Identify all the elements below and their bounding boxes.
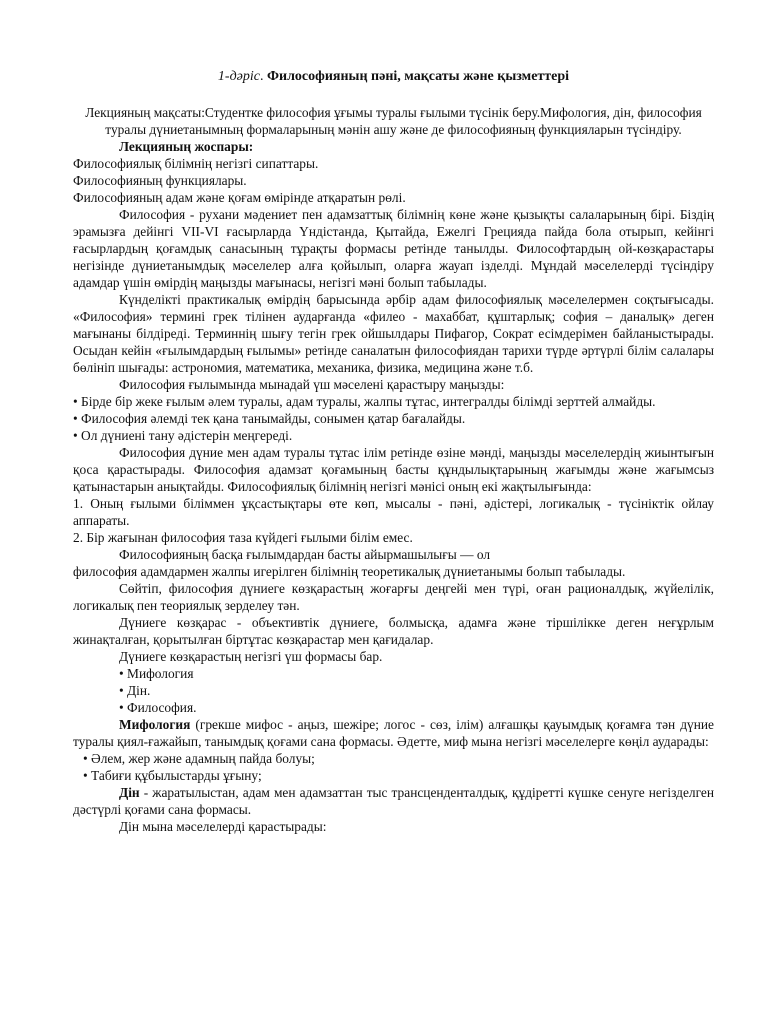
paragraph-intro: Философия - рухани мәдениет пен адамзаттық білімнің көне және қызықты салаларының бірі. Біздің эрамызға дейінгі VII-VI ғасырларда Үндістанда, Қытайда, Ежелгі Грецияда пайда бола отырып, кейінгі ғасырлардың қоғамдық санасының тұрақты формасы ретінде танылды. Философтардың ой-көзқарастары негізінде дүниетанымдық мәселелер алға қойылып, оларға жауап ізделді. Мұндай мәселелерді түсіндіру адамдар үшін өмірдің маңызды мағынасы, негізгі мәні болып табылады. (73, 207, 714, 290)
paragraph-difference: Философияның басқа ғылымдардан басты айырмашылығы — ол (119, 547, 491, 562)
paragraph-problems: Философия ғылымында мынадай үш мәселені қарастыру маңызды: (119, 377, 505, 392)
plan-heading: Лекцияның жоспары: (119, 139, 254, 154)
mythology-definition: (грекше мифос - аңыз, шежіре; логос - сөз, ілім) алғашқы қауымдық қоғамға тән дүние туралы қиял-ғажайып, танымдық қоғами сана формасы. Әдетте, миф мына негізгі мәселелерге көңіл аударады: (73, 717, 714, 749)
numbered-item: 1. Оның ғылыми біліммен ұқсастықтары өте көп, мысалы - пәні, әдістері, логикалық - түсініктік ойлау аппараты. (73, 496, 714, 528)
title-separator: . (259, 69, 267, 84)
lecture-number: 1-дәріс (217, 69, 260, 84)
form-item: • Философия. (119, 700, 197, 715)
paragraph-level: Сөйтіп, философия дүниеге көзқарастың жоғарғы деңгейі мен түрі, оған рационалдық, жүйелілік, логикалық пен теориялық зерделеу тән. (73, 581, 714, 613)
numbered-item: 2. Бір жағынан философия таза күйдегі ғылыми білім емес. (73, 530, 413, 545)
title-text: Философияның пәні, мақсаты және қызметтері (266, 69, 570, 84)
plan-item: Философияның функциялары. (73, 173, 247, 188)
bullet-item: • Ол дүниені тану әдістерін меңгереді. (73, 428, 293, 443)
paragraph-worldview: Дүниеге көзқарас - объективтік дүниеге, болмысқа, адамға және тіршілікке деген неғұрлым жинақталған, қорытылған біртұтас көзқарастар мен қағидалар. (73, 615, 714, 647)
paragraph-essence: Философия дүние мен адам туралы тұтас ілім ретінде өзіне мәнді, маңызды мәселелердің жиынтығын қоса қарастырады. Философия адамзат қоғамының басты құндылықтарының жағымды және жағымсыз қатынастарын анықтайды. Философиялық білімнің негізгі мәнісі оның екі жақтылығында: (73, 445, 714, 494)
paragraph-mythology (73, 716, 714, 750)
lecture-title (73, 68, 714, 86)
mythology-term: Мифология (119, 717, 191, 732)
myth-bullet: • Табиғи құбылыстарды ұғыну; (83, 768, 262, 783)
form-item: • Мифология (119, 666, 194, 681)
form-item: • Дін. (119, 683, 151, 698)
bullet-item: • Бірде бір жеке ғылым әлем туралы, адам туралы, жалпы тұтас, интегралды білімді зерттей алмайды. (73, 394, 656, 409)
plan-item: Философияның адам және қоғам өмірінде атқаратын рөлі. (73, 190, 406, 205)
paragraph-forms: Дүниеге көзқарастың негізгі үш формасы бар. (119, 649, 383, 664)
religion-definition: - жаратылыстан, адам мен адамзаттан тыс трансценденталдық, құдіретті күшке сенуге негізделген дәстүрлі қоғами сана формасы. (73, 785, 714, 817)
paragraph-term: Күнделікті практикалық өмірдің барысында әрбір адам философиялық мәселелермен соқтығысады. «Философия» термині грек тілінен аударғанда «филео - махаббат, құштарлық; софия – даналық» деген мағынаны білдіреді. Терминнің шығу тегін грек ойшылдары Пифагор, Сократ есімдерімен байланыстырады. Осыдан кейін «ғылымдардың ғылымы» ретінде саналатын философиядан тарихи түрде әртүрлі білім салалары бөлініп шығады: астрономия, математика, механика, физика, медицина және т.б. (73, 292, 714, 375)
paragraph-difference-cont: философия адамдармен жалпы игерілген білімнің теоретикалық дүниетанымы болып табылады. (73, 564, 626, 579)
paragraph-religion (73, 784, 714, 818)
religion-term: Дін (119, 785, 140, 800)
plan-item: Философиялық білімнің негізгі сипаттары. (73, 156, 319, 171)
lecture-goal: Лекцияның мақсаты:Студентке философия ұғымы туралы ғылыми түсінік беру.Мифология, дін, философия туралы дүниетанымның формаларының мәнін ашу және де философияның функцияларын түсіндіру. (85, 105, 702, 137)
paragraph-religion-issues: Дін мына мәселелерді қарастырады: (119, 819, 327, 834)
bullet-item: • Философия әлемді тек қана танымайды, сонымен қатар бағалайды. (73, 411, 466, 426)
myth-bullet: • Әлем, жер және адамның пайда болуы; (83, 751, 315, 766)
